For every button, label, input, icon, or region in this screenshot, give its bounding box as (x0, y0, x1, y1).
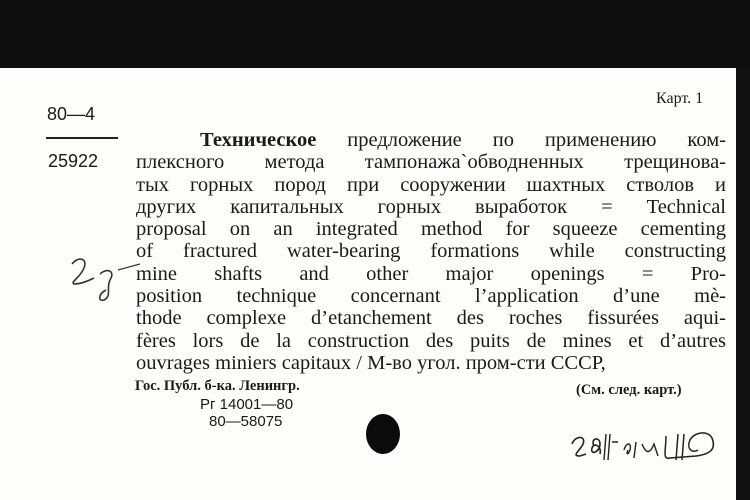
library-name: Гос. Публ. б-ка. Ленингр. (135, 378, 300, 394)
description-line-11: ouvrages miniers capitaux / М-во угол. пром-сти СССР, (136, 351, 606, 374)
handwritten-margin-mark (60, 248, 150, 308)
description-line-7: mine shafts and other major openings = Pro- (136, 262, 726, 285)
card-number: Карт. 1 (656, 90, 704, 107)
classification-code: 80—4 (47, 104, 96, 124)
scan-top-band (0, 0, 750, 68)
description-line-4: других капитальных горных выработок = Technical (136, 195, 726, 218)
registration-index: Рг 14001—80 (200, 396, 294, 413)
handwritten-date-signature (566, 420, 746, 470)
see-next-card: (См. след. карт.) (576, 382, 682, 398)
description-line-10: fères lors de la construction des puits de mines et d’autres (136, 329, 726, 352)
description-line-8: position technique concernant l’application d’une mè- (136, 285, 726, 308)
description-line-1 (136, 129, 726, 151)
title-word: Техническое (200, 129, 317, 151)
punch-hole (366, 414, 400, 454)
description-line-2: плексного метода тампонажа`обводненных трещинова- (136, 151, 726, 174)
description-line-1-text: предложение по применению ком- (316, 129, 726, 151)
description-line-9: thode complexe d’etanchement des roches fissurées aqui- (136, 307, 726, 330)
description-line-5: proposal on an integrated method for squeeze cementing (136, 218, 726, 241)
description-line-3: тых горных пород при сооружении шахтных стволов и (136, 173, 726, 196)
bibliographic-description (136, 129, 726, 374)
code-divider (46, 137, 118, 139)
record-number: 25922 (48, 151, 99, 171)
accession-number: 80—58075 (209, 413, 283, 430)
description-line-6: of fractured water-bearing formations while constructing (136, 240, 726, 263)
